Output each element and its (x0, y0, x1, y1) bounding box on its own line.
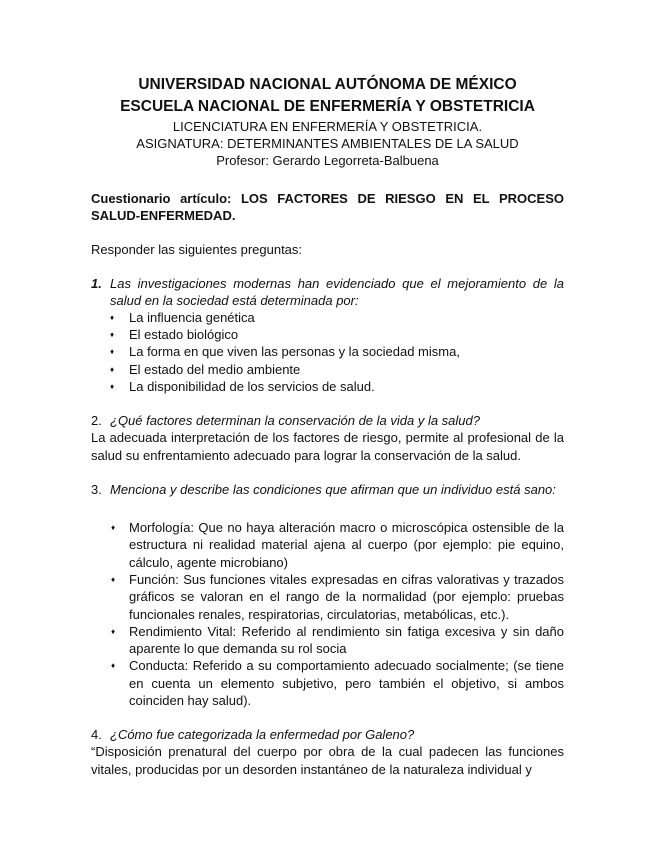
professor-name: Profesor: Gerardo Legorreta-Balbuena (216, 153, 439, 168)
question-text: ¿Qué factores determinan la conservación de la vida y la salud? (110, 413, 480, 429)
question-1-options (91, 309, 564, 395)
question-text: Las investigaciones modernas han evidenciado que el mejoramiento de la salud en la sociedad está determinada por: (110, 276, 564, 308)
list-item: ♦ Rendimiento Vital: Referido al rendimiento sin fatiga excesiva y sin daño aparente lo que demanda su rol socia (129, 623, 564, 658)
list-item: ♦ La influencia genética (129, 309, 564, 326)
question-number: 2. (91, 413, 102, 429)
school-name: ESCUELA NACIONAL DE ENFERMERÍA Y OBSTETRICIA (120, 98, 535, 115)
degree-name: LICENCIATURA EN ENFERMERÍA Y OBSTETRICIA. (172, 119, 483, 134)
question-number: 4. (91, 727, 102, 743)
list-item: ♦ El estado del medio ambiente (129, 361, 564, 378)
list-item: ♦ La forma en que viven las personas y la sociedad misma, (129, 343, 564, 360)
question-text: Menciona y describe las condiciones que afirman que un individuo está sano: (110, 482, 556, 498)
subject-name: ASIGNATURA: DETERMINANTES AMBIENTALES DE LA SALUD (136, 136, 519, 151)
question-3 (91, 481, 564, 498)
question-3-items (91, 519, 564, 709)
list-item: ♦ Morfología: Que no haya alteración macro o microscópica ostensible de la estructura ni realidad material ajena al cuerpo (por ejemplo: pie equino, cálculo, agente microbiano) (129, 519, 564, 571)
list-item: ♦ Conducta: Referido a su comportamiento adecuado socialmente; (se tiene en cuenta un elemento subjetivo, pero también el objetivo, si ambos coinciden hay salud). (129, 657, 564, 709)
document-page (91, 74, 564, 778)
question-4 (91, 726, 564, 743)
question-text: ¿Cómo fue categorizada la enfermedad por Galeno? (110, 727, 415, 743)
list-item: ♦ El estado biológico (129, 326, 564, 343)
list-item: ♦ La disponibilidad de los servicios de salud. (129, 378, 564, 395)
questionnaire-title: Cuestionario artículo: LOS FACTORES DE RIESGO EN EL PROCESO SALUD-ENFERMEDAD. (91, 191, 564, 223)
question-1 (91, 275, 564, 309)
question-2-answer: La adecuada interpretación de los factores de riesgo, permite al profesional de la salud su enfrentamiento adecuado para lograr la conservación de la salud. (91, 430, 564, 463)
list-item: ♦ Función: Sus funciones vitales expresadas en cifras valorativas y trazados gráficos se valoran en el rango de la normalidad (por ejemplo: pruebas funcionales renales, respiratorias, circulatorias, metabólicas, etc.). (129, 571, 564, 623)
university-name: UNIVERSIDAD NACIONAL AUTÓNOMA DE MÉXICO (138, 76, 517, 93)
question-number: 1. (91, 276, 102, 291)
document-header (91, 74, 564, 169)
question-2 (91, 412, 564, 429)
question-number: 3. (91, 482, 102, 498)
question-4-answer: “Disposición prenatural del cuerpo por obra de la cual padecen las funciones vitales, producidas por un desorden instantáneo de la naturaleza individual y (91, 744, 564, 777)
instructions: Responder las siguientes preguntas: (91, 242, 303, 257)
